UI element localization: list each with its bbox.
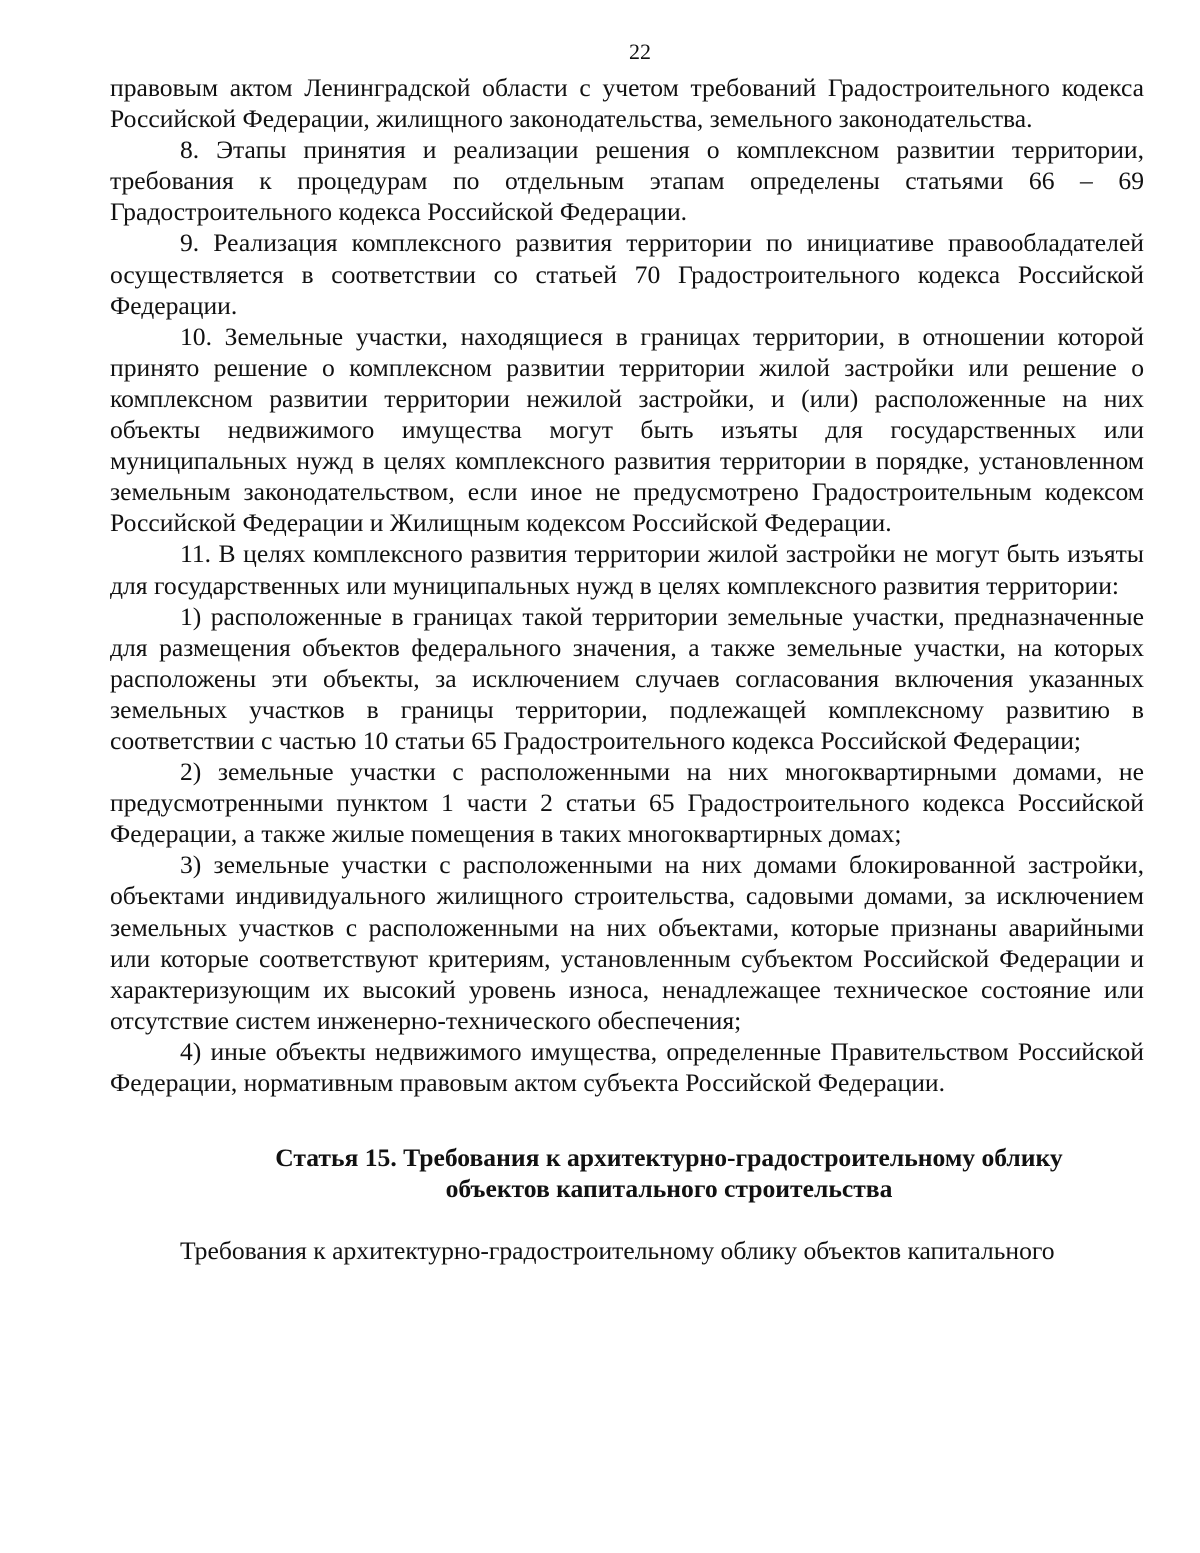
paragraph-item-8: 8. Этапы принятия и реализации решения о комплексном развитии территории, требования к процедурам по отдельным этапам определены статьями 66 – 69 Градостроительного кодекса Российской Федерации.	[110, 135, 1144, 227]
paragraph-item-11: 11. В целях комплексного развития территории жилой застройки не могут быть изъяты для государственных или муниципальных нужд в целях комплексного развития территории:	[110, 539, 1144, 600]
subitem-2: 2) земельные участки с расположенными на них многоквартирными домами, не предусмотренными пунктом 1 части 2 статьи 65 Градостроительного кодекса Российской Федерации, а также жилые помещения в таких многоквартирных домах;	[110, 757, 1144, 849]
article-15-first-paragraph: Требования к архитектурно-градостроительному облику объектов капитального	[180, 1236, 1055, 1266]
article-heading-line-2: объектов капитального строительства	[445, 1174, 893, 1204]
paragraph-item-10: 10. Земельные участки, находящиеся в границах территории, в отношении которой принято решение о комплексном развитии территории жилой застройки или решение о комплексном развитии территории нежилой застройки, и (или) расположенные на них объекты недвижимого имущества могут быть изъяты для государственных или муниципальных нужд в целях комплексного развития территории в порядке, установленном земельным законодательством, если иное не предусмотрено Градостроительным кодексом Российской Федерации и Жилищным кодексом Российской Федерации.	[110, 321, 1144, 538]
paragraph-item-9: 9. Реализация комплексного развития территории по инициативе правообладателей осуществляется в соответствии со статьей 70 Градостроительного кодекса Российской Федерации.	[110, 228, 1144, 320]
document-page	[110, 38, 1144, 1266]
subitem-4: 4) иные объекты недвижимого имущества, определенные Правительством Российской Федерации, нормативным правовым актом субъекта Российской Федерации.	[110, 1036, 1144, 1097]
subitem-1: 1) расположенные в границах такой территории земельные участки, предназначенные для размещения объектов федерального значения, а также земельные участки, на которых расположены эти объекты, за исключением случаев согласования включения указанных земельных участков в границы территории, подлежащей комплексному развитию в соответствии с частью 10 статьи 65 Градостроительного кодекса Российской Федерации;	[110, 601, 1144, 755]
article-heading-line-1: Статья 15. Требования к архитектурно-градостроительному облику	[275, 1143, 1063, 1173]
subitem-3: 3) земельные участки с расположенными на них домами блокированной застройки, объектами индивидуального жилищного строительства, садовыми домами, за исключением земельных участков с расположенными на них объектами, которые признаны аварийными или которые соответствуют критериям, установленным субъектом Российской Федерации и характеризующим их высокий уровень износа, ненадлежащее техническое состояние или отсутствие систем инженерно-технического обеспечения;	[110, 850, 1144, 1035]
paragraph-continuation: правовым актом Ленинградской области с учетом требований Градостроительного кодекса Российской Федерации, жилищного законодательства, земельного законодательства.	[110, 73, 1144, 134]
page-number: 22	[629, 39, 651, 64]
article-15-heading	[110, 1142, 1144, 1204]
